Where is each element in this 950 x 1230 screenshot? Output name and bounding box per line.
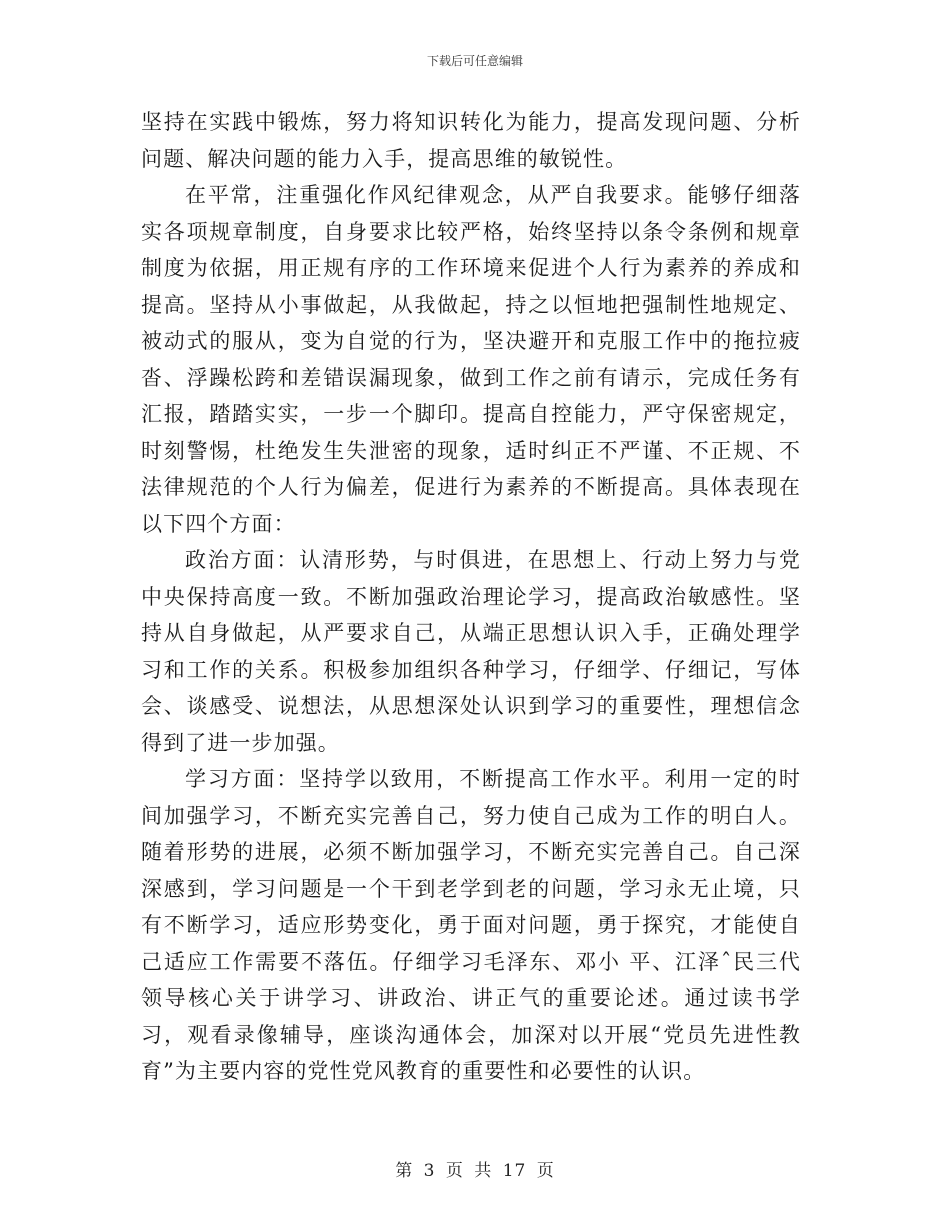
document-body	[141, 104, 801, 1090]
page-footer: 第 3 页 共 17 页	[395, 1161, 555, 1181]
page-header: 下载后可任意编辑	[426, 54, 523, 68]
paragraph-study: 学习方面：坚持学以致用，不断提高工作水平。利用一定的时间加强学习，不断充实完善自己，努力使自己成为工作的明白人。随着形势的进展，必须不断加强学习，不断充实完善自己。自己深深感到，学习问题是一个干到老学到老的问题，学习永无止境，只有不断学习，适应形势变化，勇于面对问题，勇于探究，才能使自己适应工作需要不落伍。仔细学习毛泽东、邓小 平、江泽ˆ民三代领导核心关于讲学习、讲政治、讲正气的重要论述。通过读书学习，观看录像辅导，座谈沟通体会，加深对以开展“党员先进性教育”为主要内容的党性党风教育的重要性和必要性的认识。	[141, 767, 801, 1083]
paragraph-discipline: 在平常，注重强化作风纪律观念，从严自我要求。能够仔细落实各项规章制度，自身要求比较严格，始终坚持以条令条例和规章制度为依据，用正规有序的工作环境来促进个人行为素养的养成和提高。坚持从小事做起，从我做起，持之以恒地把强制性地规定、被动式的服从，变为自觉的行为，坚决避开和克服工作中的拖拉疲沓、浮躁松跨和差错误漏现象，做到工作之前有请示，完成任务有汇报，踏踏实实，一步一个脚印。提高自控能力，严守保密规定，时刻警惕，杜绝发生失泄密的现象，适时纠正不严谨、不正规、不法律规范的个人行为偏差，促进行为素养的不断提高。具体表现在以下四个方面：	[141, 183, 801, 536]
paragraph-continuation: 坚持在实践中锻炼，努力将知识转化为能力，提高发现问题、分析问题、解决问题的能力入手，提高思维的敏锐性。	[141, 110, 801, 171]
paragraph-political: 政治方面：认清形势，与时俱进，在思想上、行动上努力与党中央保持高度一致。不断加强政治理论学习，提高政治敏感性。坚持从自身做起，从严要求自己，从端正思想认识入手，正确处理学习和工作的关系。积极参加组织各种学习，仔细学、仔细记，写体会、谈感受、说想法，从思想深处认识到学习的重要性，理想信念得到了进一步加强。	[141, 548, 801, 755]
